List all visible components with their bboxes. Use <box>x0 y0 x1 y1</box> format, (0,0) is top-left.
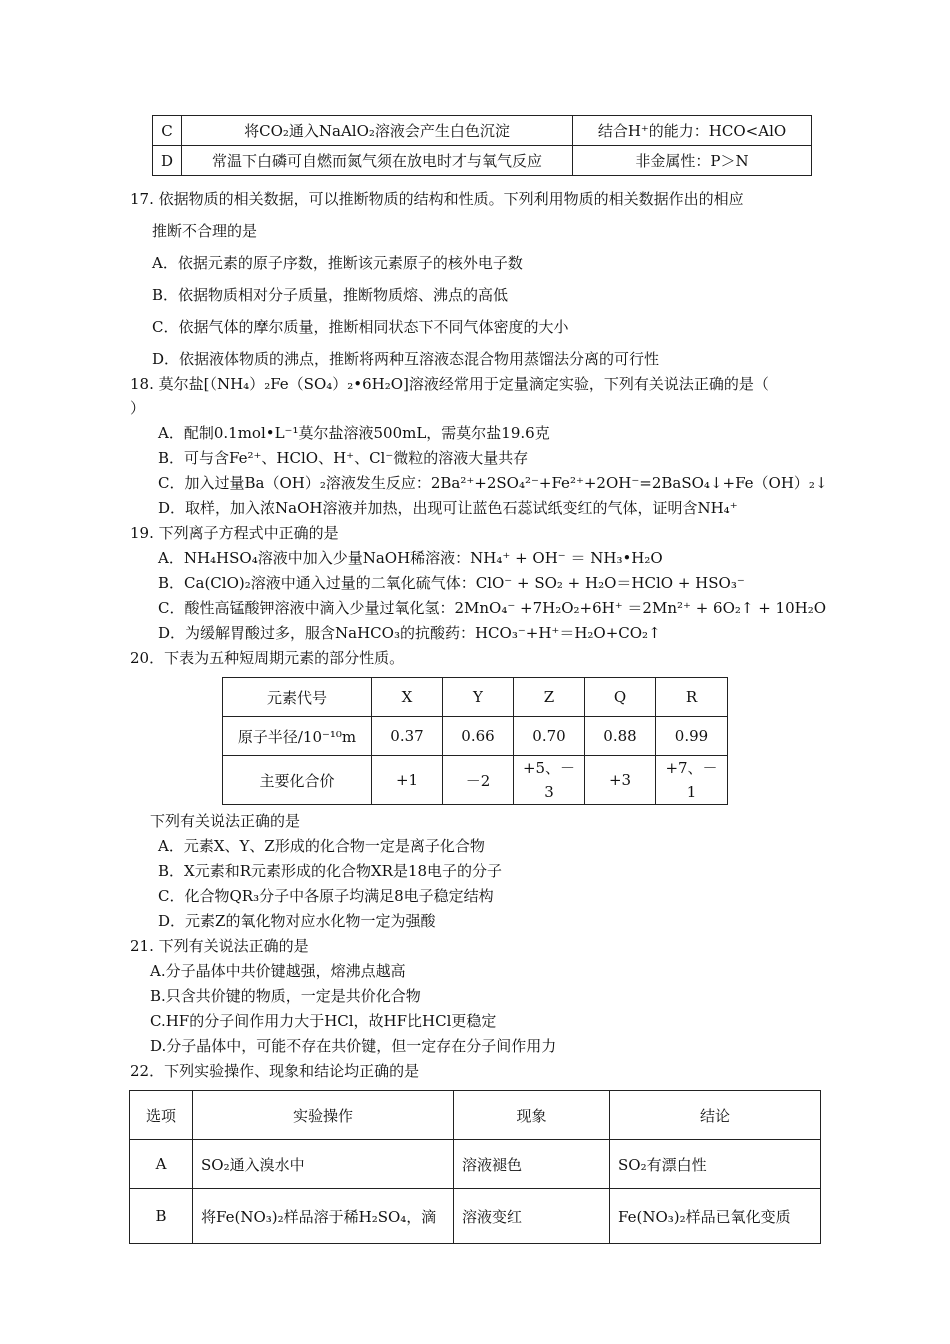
table-row <box>130 1091 821 1140</box>
header-cell: 现象 <box>454 1091 610 1140</box>
value-cell: 0.70 <box>514 717 585 756</box>
q18-option-d: D．取样，加入浓NaOH溶液并加热，出现可让蓝色石蕊试纸变红的气体，证明含NH₄⁺ <box>158 499 738 517</box>
header-cell: 选项 <box>130 1091 193 1140</box>
q17-stem-cont: 推断不合理的是 <box>152 222 258 240</box>
q21-option-a: A.分子晶体中共价键越强，熔沸点越高 <box>150 962 406 980</box>
header-cell: Z <box>514 678 585 717</box>
q18-stem-cont: ） <box>130 399 146 417</box>
value-cell: －2 <box>443 756 514 805</box>
value-cell: 0.37 <box>372 717 443 756</box>
q19-option-b: B．Ca(ClO)₂溶液中通入过量的二氧化硫气体：ClO⁻ + SO₂ + H₂O＝HClO + HSO₃⁻ <box>158 574 745 592</box>
value-cell: +3 <box>585 756 656 805</box>
value-cell: 0.66 <box>443 717 514 756</box>
q18-option-b: B．可与含Fe²⁺、HClO、H⁺、Cl⁻微粒的溶液大量共存 <box>158 449 529 467</box>
table-row <box>130 1189 821 1244</box>
table-row <box>223 678 728 717</box>
top-table <box>152 115 812 176</box>
phenomenon-cell: 溶液变红 <box>454 1189 610 1244</box>
element-table <box>222 677 728 805</box>
value-cell: +5、－3 <box>514 756 585 805</box>
table-row <box>130 1140 821 1189</box>
q21-stem: 21. 下列有关说法正确的是 <box>130 937 309 955</box>
q17-option-a: A．依据元素的原子序数，推断该元素原子的核外电子数 <box>152 254 523 272</box>
header-cell: 元素代号 <box>223 678 372 717</box>
table-row <box>153 116 812 146</box>
header-cell: 实验操作 <box>193 1091 454 1140</box>
option-cell: A <box>130 1140 193 1189</box>
conclusion-cell: 结合H⁺的能力：HCO<AlO <box>573 116 812 146</box>
q18-stem: 18. 莫尔盐[（NH₄）₂Fe（SO₄）₂•6H₂O]溶液经常用于定量滴定实验，下列有关说法正确的是（ <box>130 375 769 393</box>
option-cell: C <box>153 116 182 146</box>
q19-stem: 19. 下列离子方程式中正确的是 <box>130 524 339 542</box>
q19-option-c: C．酸性高锰酸钾溶液中滴入少量过氧化氢：2MnO₄⁻ +7H₂O₂+6H⁺ ＝2Mn²⁺ + 6O₂↑ + 10H₂O <box>158 599 827 617</box>
q22-stem: 22．下列实验操作、现象和结论均正确的是 <box>130 1062 420 1080</box>
value-cell: +7、－1 <box>656 756 728 805</box>
value-cell: 0.88 <box>585 717 656 756</box>
operation-cell: 将CO₂通入NaAlO₂溶液会产生白色沉淀 <box>182 116 573 146</box>
q20-option-d: D．元素Z的氧化物对应水化物一定为强酸 <box>158 912 436 930</box>
q17-stem: 17. 依据物质的相关数据，可以推断物质的结构和性质。下列利用物质的相关数据作出的相应 <box>130 190 744 208</box>
q20-option-b: B．X元素和R元素形成的化合物XR是18电子的分子 <box>158 862 503 880</box>
header-cell: 结论 <box>610 1091 821 1140</box>
table-row <box>223 717 728 756</box>
q20-option-a: A．元素X、Y、Z形成的化合物一定是离子化合物 <box>158 837 485 855</box>
header-cell: X <box>372 678 443 717</box>
q19-option-d: D．为缓解胃酸过多，服含NaHCO₃的抗酸药：HCO₃⁻+H⁺＝H₂O+CO₂↑ <box>158 624 661 642</box>
q20-lead: 下列有关说法正确的是 <box>150 812 301 830</box>
conclusion-cell: SO₂有漂白性 <box>610 1140 821 1189</box>
conclusion-cell: Fe(NO₃)₂样品已氧化变质 <box>610 1189 821 1244</box>
table-row <box>223 756 728 805</box>
valence-label-cell: 主要化合价 <box>223 756 372 805</box>
q17-option-b: B．依据物质相对分子质量，推断物质熔、沸点的高低 <box>152 286 509 304</box>
q21-option-b: B.只含共价键的物质，一定是共价化合物 <box>150 987 421 1005</box>
value-cell: 0.99 <box>656 717 728 756</box>
q20-option-c: C．化合物QR₃分子中各原子均满足8电子稳定结构 <box>158 887 494 905</box>
q17-option-d: D．依据液体物质的沸点，推断将两种互溶液态混合物用蒸馏法分离的可行性 <box>152 350 660 368</box>
q18-option-a: A．配制0.1mol•L⁻¹莫尔盐溶液500mL，需莫尔盐19.6克 <box>158 424 550 442</box>
q17-option-c: C．依据气体的摩尔质量，推断相同状态下不同气体密度的大小 <box>152 318 569 336</box>
q19-option-a: A．NH₄HSO₄溶液中加入少量NaOH稀溶液：NH₄⁺ + OH⁻ ＝ NH₃•H₂O <box>158 549 663 567</box>
q20-stem: 20．下表为五种短周期元素的部分性质。 <box>130 649 405 667</box>
option-cell: D <box>153 146 182 176</box>
experiment-table <box>129 1090 821 1244</box>
q21-option-d: D.分子晶体中，可能不存在共价键，但一定存在分子间作用力 <box>150 1037 557 1055</box>
operation-cell: SO₂通入溴水中 <box>193 1140 454 1189</box>
header-cell: Q <box>585 678 656 717</box>
value-cell: +1 <box>372 756 443 805</box>
phenomenon-cell: 溶液褪色 <box>454 1140 610 1189</box>
q18-option-c: C．加入过量Ba（OH）₂溶液发生反应：2Ba²⁺+2SO₄²⁻+Fe²⁺+2OH⁻=2BaSO₄↓+Fe（OH）₂↓ <box>158 474 828 492</box>
operation-cell: 将Fe(NO₃)₂样品溶于稀H₂SO₄，滴 <box>193 1189 454 1244</box>
option-cell: B <box>130 1189 193 1244</box>
q21-option-c: C.HF的分子间作用力大于HCl，故HF比HCl更稳定 <box>150 1012 497 1030</box>
table-row <box>153 146 812 176</box>
operation-cell: 常温下白磷可自燃而氮气须在放电时才与氧气反应 <box>182 146 573 176</box>
header-cell: R <box>656 678 728 717</box>
conclusion-cell: 非金属性：P＞N <box>573 146 812 176</box>
header-cell: Y <box>443 678 514 717</box>
radius-label-cell: 原子半径/10⁻¹⁰m <box>223 717 372 756</box>
